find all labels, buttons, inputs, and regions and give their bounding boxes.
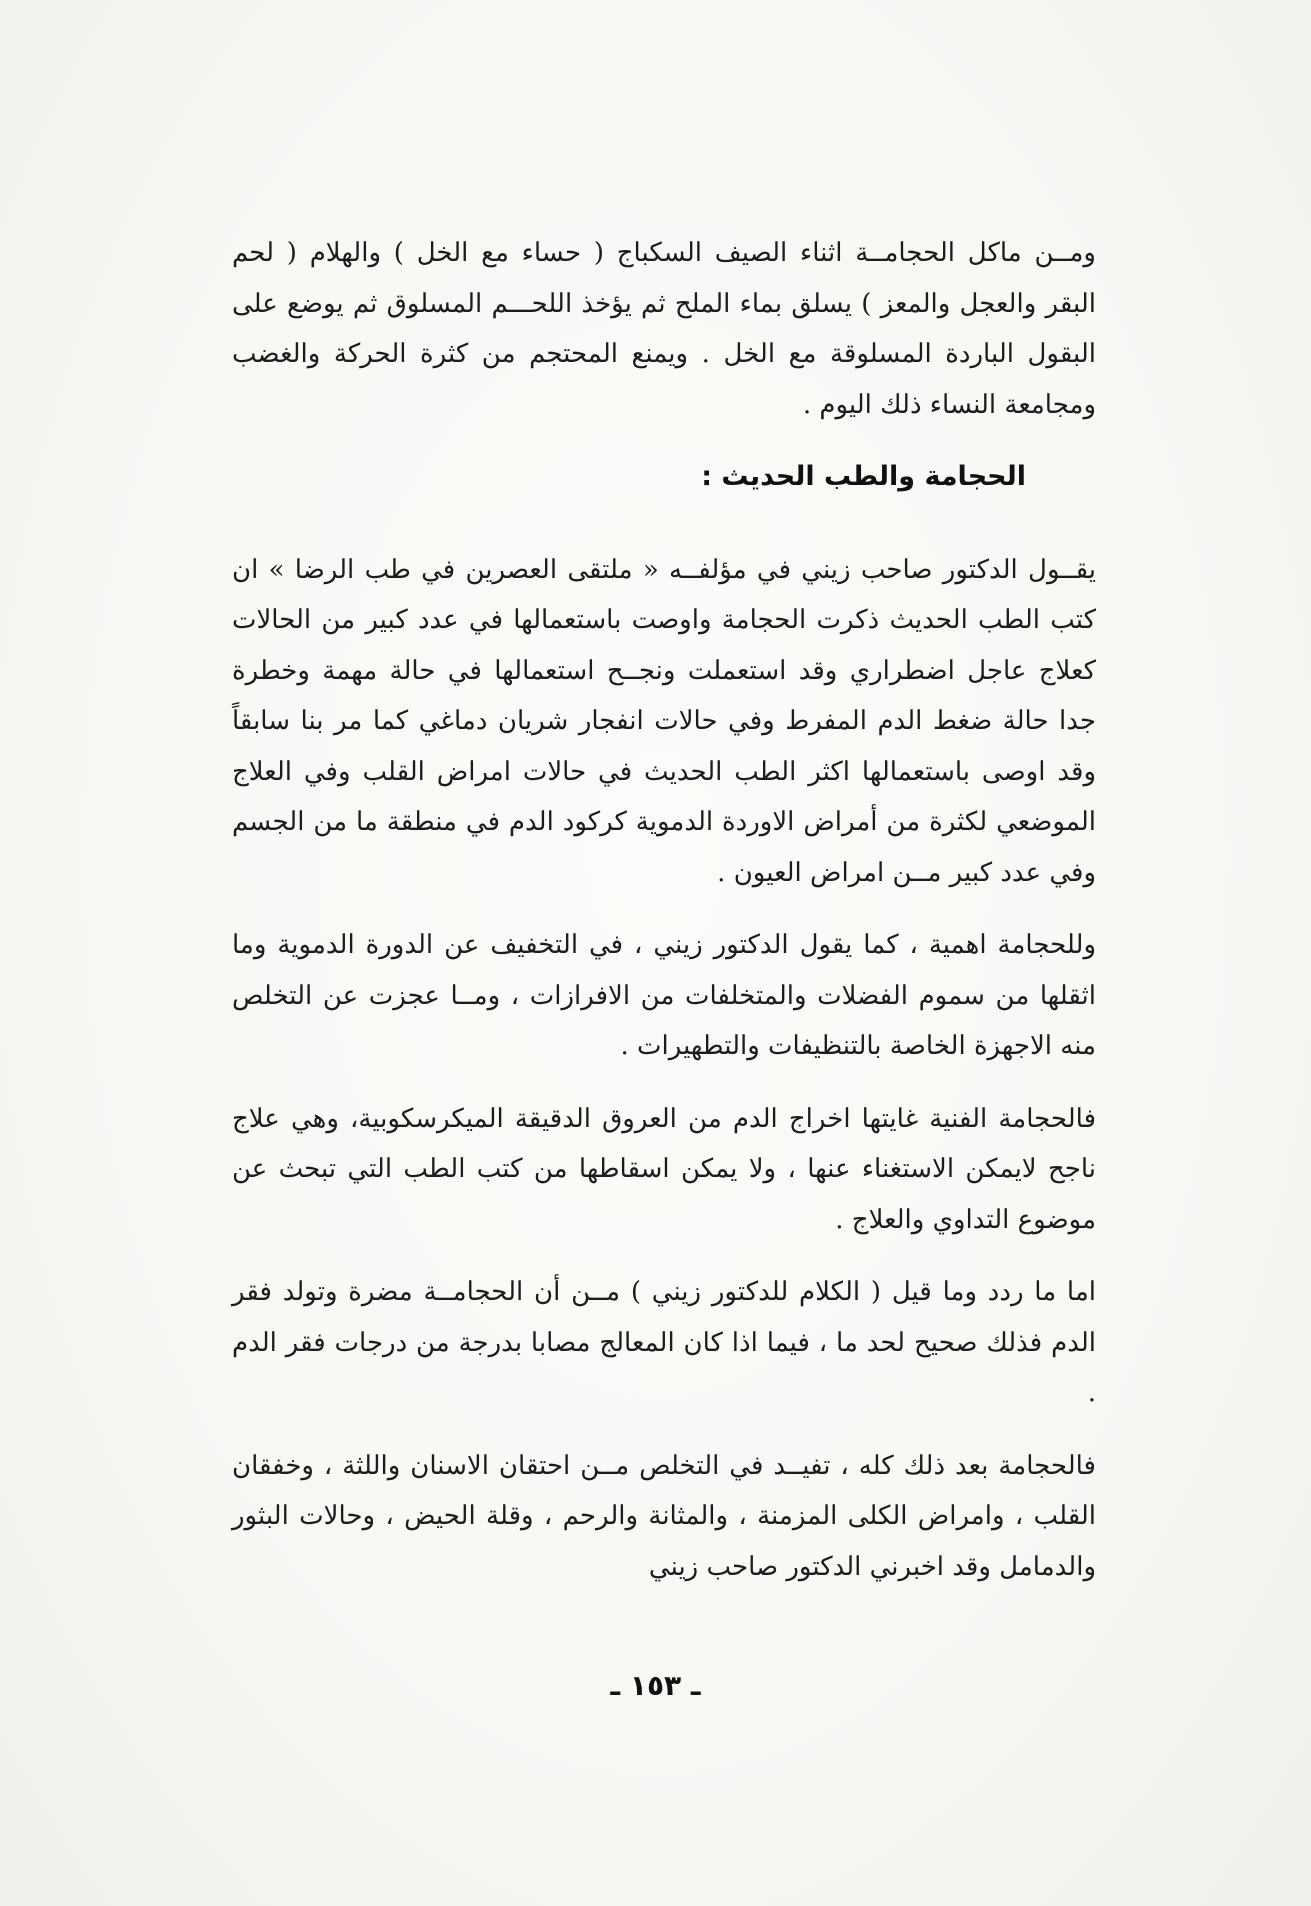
page-number: ـ ١٥٣ ـ xyxy=(610,1669,701,1702)
paragraph-benefits: فالحجامة بعد ذلك كله ، تفيــد في التخلص مــن احتقان الاسنان واللثة ، وخفقان القلب ، وامراض الكلى المزمنة ، والمثانة والرحم ، وقلة الحيض ، وحالات البثور والدمامل وقد اخبرني الدكتور صاحب زيني xyxy=(232,1450,1096,1582)
paragraph-technical-cupping: فالحجامة الفنية غايتها اخراج الدم من العروق الدقيقة الميكرسكوبية، وهي علاج ناجح لايمكن الاستغناء عنها ، ولا يمكن اسقاطها من كتب الطب التي تبحث عن موضوع التداوي والعلاج . xyxy=(232,1103,1096,1235)
paragraph-anemia: اما ما ردد وما قيل ( الكلام للدكتور زيني ) مــن أن الحجامــة مضرة وتولد فقر الدم فذلك صحيح لحد ما ، فيما اذا كان المعالج مصابا بدرجة من درجات فقر الدم . xyxy=(232,1277,1096,1408)
section-heading: الحجامة والطب الحديث : xyxy=(701,461,1026,492)
paragraph-circulation: وللحجامة اهمية ، كما يقول الدكتور زيني ، في التخفيف عن الدورة الدموية وما اثقلها من سموم الفضلات والمتخلفات من الافرازات ، ومــا عجزت عن التخلص منه الاجهزة الخاصة بالتنظيفات والتطهيرات . xyxy=(232,930,1096,1061)
paragraph-modern-medicine: يقــول الدكتور صاحب زيني في مؤلفــه « ملتقى العصرين في طب الرضا » ان كتب الطب الحديث ذكرت الحجامة واوصت باستعمالها في عدد كبير من الحالات كعلاج عاجل اضطراري وقد استعملت ونجــح استعمالها في حالة مهمة وخطرة جدا حالة ضغط الدم المفرط وفي حالات انفجار شريان دماغي كما مر بنا سابقاً وقد اوصى باستعمالها اكثر الطب الحديث في حالات امراض القلب وفي العلاج الموضعي لكثرة من أمراض الاوردة الدموية كركود الدم في منطقة ما من الجسم وفي عدد كبير مــن امراض العيون . xyxy=(232,554,1096,888)
body-text xyxy=(232,228,1096,1614)
paragraph-cupping-foods: ومــن ماكل الحجامــة اثناء الصيف السكباج ( حساء مع الخل ) والهلام ( لحم البقر والعجل والمعز ) يسلق بماء الملح ثم يؤخذ اللحـــم المسلوق ثم يوضع على البقول الباردة المسلوقة مع الخل . ويمنع المحتجم من كثرة الحركة والغضب ومجامعة النساء ذلك اليوم . xyxy=(232,238,1096,420)
